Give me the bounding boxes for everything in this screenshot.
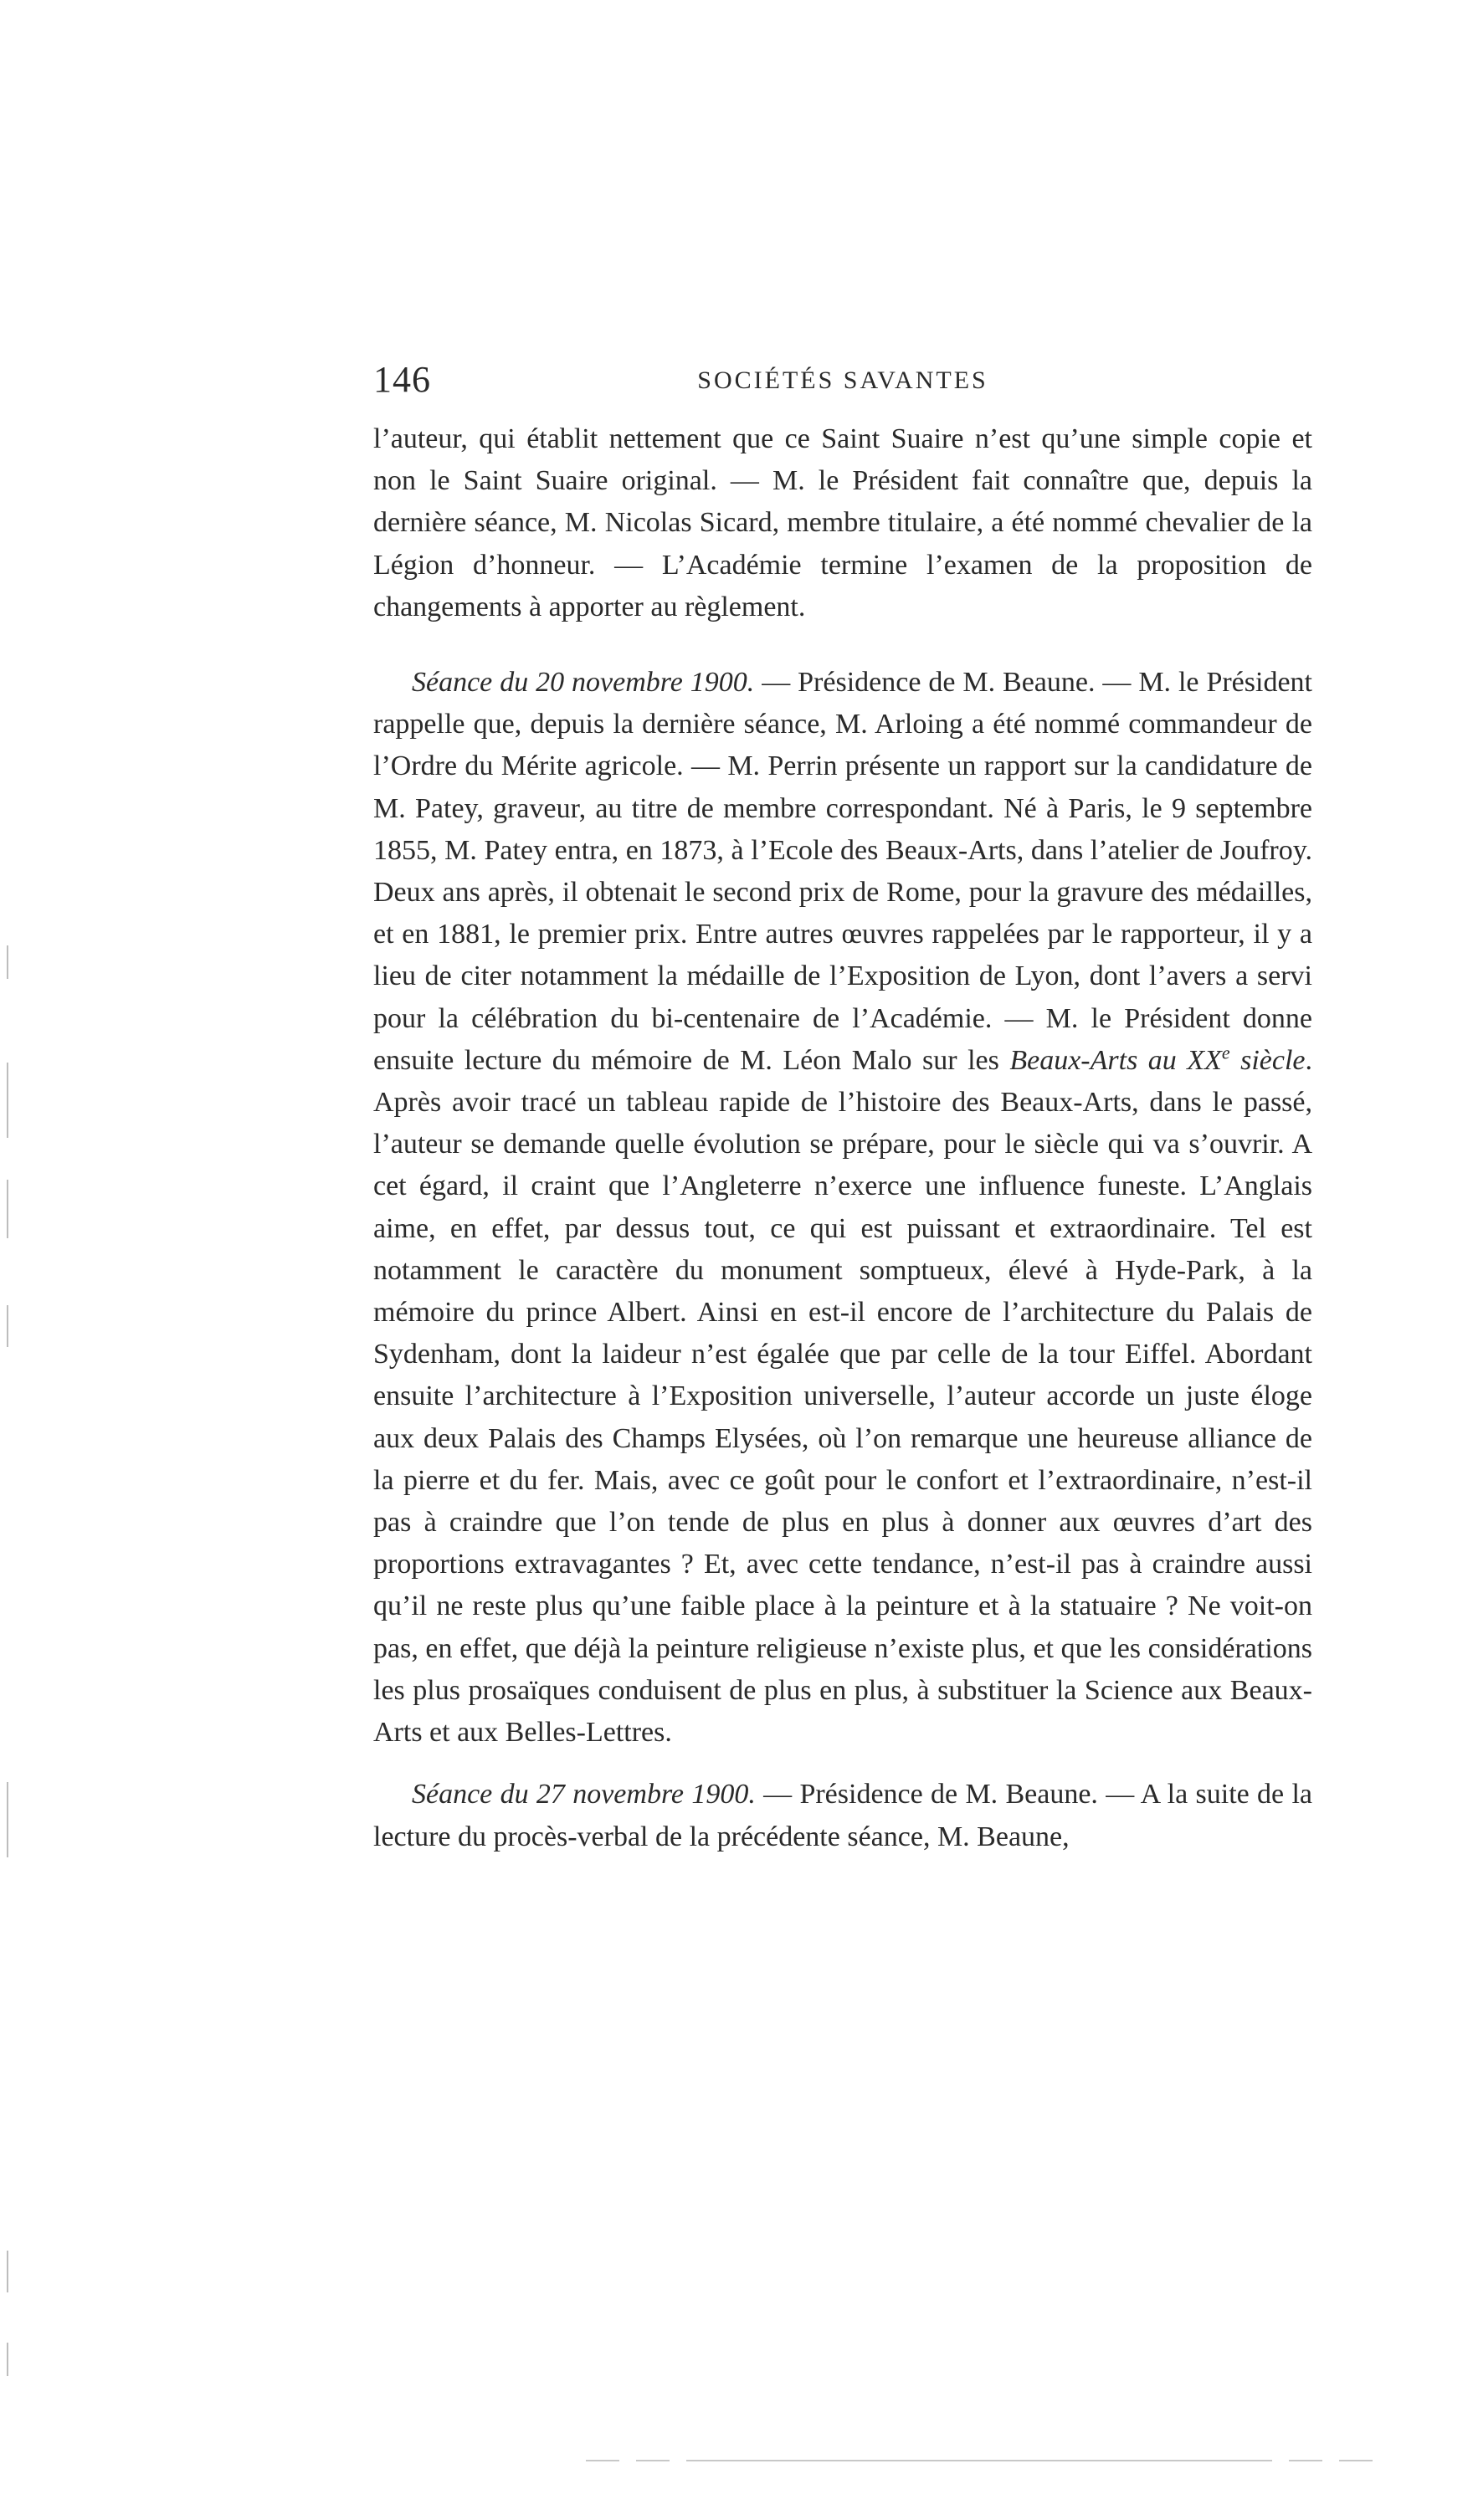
bottom-rule-segment bbox=[636, 2460, 670, 2461]
paragraph-text: — Présidence de M. Beaune. — M. le Président rappelle que, depuis la dernière séance, M. Arloing a été nommé commandeur de l’Ordre du Mérite agricole. — M. Perrin présente un rapport sur la candidature de M. Patey, graveur, au titre de membre correspondant. Né à Paris, le 9 septembre 1855, M. Patey entra, en 1873, à l’Ecole des Beaux-Arts, dans l’atelier de Joufroy. Deux ans après, il obtenait le second prix de Rome, pour la gravure des médailles, et en 1881, le premier prix. Entre autres œuvres rappelées par le rapporteur, il y a lieu de citer notamment la médaille de l’Exposition de Lyon, dont l’avers a servi pour la célébration du bi-centenaire de l’Académie. — M. le Président donne ensuite lecture du mémoire de M. Léon Malo sur les bbox=[373, 667, 1312, 1076]
margin-mark bbox=[7, 945, 8, 979]
work-title-text: Beaux-Arts au XX bbox=[1009, 1044, 1222, 1076]
margin-mark bbox=[7, 1782, 8, 1857]
margin-mark bbox=[7, 1305, 8, 1347]
paragraph-text: — Présidence de M. Beaune. — A la suite de la lecture du procès-verbal de la précédente séance, M. Beaune, bbox=[373, 1779, 1312, 1852]
seance-heading: Séance du 27 novembre 1900. bbox=[412, 1779, 756, 1811]
margin-mark bbox=[7, 1180, 8, 1238]
work-title-sup: e bbox=[1221, 1042, 1230, 1063]
margin-mark bbox=[7, 2251, 8, 2292]
paragraph-seance-20-novembre bbox=[373, 662, 1312, 1754]
margin-mark bbox=[7, 1063, 8, 1138]
bottom-rule-segment bbox=[686, 2460, 1272, 2461]
bottom-rule-segment bbox=[586, 2460, 619, 2461]
paragraph-seance-27-novembre bbox=[373, 1774, 1312, 1857]
bottom-rule-segment bbox=[1339, 2460, 1373, 2461]
paragraph-text: . Après avoir tracé un tableau rapide de l’histoire des Beaux-Arts, dans le passé, l’auteur se demande quelle évolution se prépare, pour le siècle qui va s’ouvrir. A cet égard, il craint que l’Angleterre n’exerce une influence funeste. L’Anglais aime, en effet, par dessus tout, ce qui est puissant et extraordinaire. Tel est notamment le caractère du monument somptueux, élevé à Hyde-Park, à la mémoire du prince Albert. Ainsi en est-il encore de l’architecture du Palais de Sydenham, dont la laideur n’est égalée que par celle de la tour Eiffel. Abordant ensuite l’architecture à l’Exposition universelle, l’auteur accorde un juste éloge aux deux Palais des Champs Elysées, où l’on remarque une heureuse alliance de la pierre et du fer. Mais, avec ce goût pour le confort et l’extraordinaire, n’est-il pas à craindre que l’on tende de plus en plus à donner aux œuvres d’art des proportions extravagantes ? Et, avec cette tendance, n’est-il pas à craindre aussi qu’il ne reste plus qu’une faible place à la peinture et à la statuaire ? Ne voit-on pas, en effet, que déjà la peinture religieuse n’existe plus, et que les considérations les plus prosaïques conduisent de plus en plus, à substituer la Science aux Beaux-Arts et aux Belles-Lettres. bbox=[373, 1044, 1312, 1749]
seance-heading: Séance du 20 novembre 1900. bbox=[412, 667, 755, 699]
paragraph-continuation: l’auteur, qui établit nettement que ce Saint Suaire n’est qu’une simple copie et non le Saint Suaire original. — M. le Président fait connaître que, depuis la dernière séance, M. Nicolas Sicard, membre titulaire, a été nommé chevalier de la Légion d’honneur. — L’Académie termine l’examen de la proposition de changements à apporter au règlement. bbox=[373, 423, 1312, 622]
page-number: 146 bbox=[373, 359, 431, 400]
work-title-end: siècle bbox=[1229, 1044, 1306, 1076]
work-title bbox=[1009, 1042, 1306, 1076]
margin-mark bbox=[7, 2343, 8, 2376]
page-header bbox=[373, 358, 1312, 408]
bottom-rule-segment bbox=[1289, 2460, 1322, 2461]
text-block bbox=[373, 418, 1312, 1858]
running-head: SOCIÉTÉS SAVANTES bbox=[697, 366, 988, 394]
